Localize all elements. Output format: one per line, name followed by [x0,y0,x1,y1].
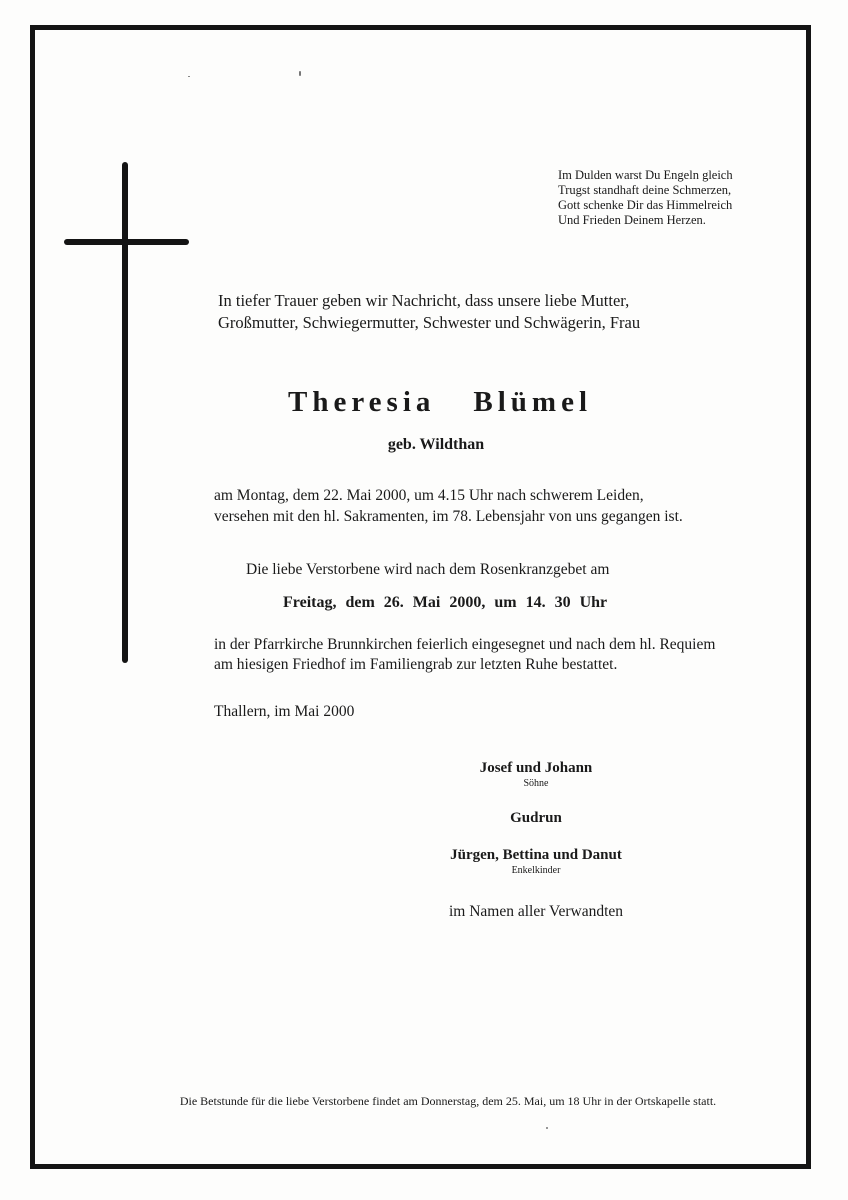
announcement-intro [218,290,640,334]
place-and-date: Thallern, im Mai 2000 [214,703,355,720]
ceremony-date: Freitag, dem 26. Mai 2000, um 14. 30 Uhr [283,594,608,611]
scan-speck [188,76,190,77]
intro-line: Großmutter, Schwiegermutter, Schwester und Schwägerin, Frau [218,313,641,332]
signer-role: Söhne [523,778,549,789]
prayer-service-note: Die Betstunde für die liebe Verstorbene findet am Donnerstag, dem 25. Mai, um 18 Uhr in der Ortskapelle statt. [179,1094,717,1108]
signer-role: Enkelkinder [511,865,561,876]
deceased-last-name: Blümel [473,386,593,418]
location-line: am hiesigen Friedhof im Familiengrab zur letzten Ruhe bestattet. [214,656,618,673]
ceremony-intro: Die liebe Verstorbene wird nach dem Rosenkranzgebet am [246,561,610,578]
scan-speck [299,71,301,76]
deceased-first-name: Theresia [287,386,436,418]
poem-line: Trugst standhaft deine Schmerzen, [558,183,732,197]
birth-name: geb. Wildthan [387,436,485,453]
poem-line: Und Frieden Deinem Herzen. [558,213,706,227]
location-line: in der Pfarrkirche Brunnkirchen feierlich eingesegnet und nach dem hl. Requiem [214,636,716,653]
intro-line: In tiefer Trauer geben wir Nachricht, dass unsere liebe Mutter, [218,291,630,310]
signer-group [436,810,636,827]
signer-group [436,847,636,876]
signer-name: Josef und Johann [479,760,593,776]
signer-name: Gudrun [510,810,562,826]
death-line: am Montag, dem 22. Mai 2000, um 4.15 Uhr nach schwerem Leiden, [214,487,644,504]
signer-group [436,760,636,789]
scan-speck [546,1127,548,1129]
ceremony-location [214,635,715,675]
cross-icon-bar [64,239,189,245]
memorial-poem [558,168,733,228]
poem-line: Im Dulden warst Du Engeln gleich [558,168,733,182]
death-details [214,485,683,527]
poem-line: Gott schenke Dir das Himmelreich [558,198,733,212]
death-line: versehen mit den hl. Sakramenten, im 78. Lebensjahr von uns gegangen ist. [214,508,683,525]
signer-name: Jürgen, Bettina und Danut [450,847,622,863]
signers-closing: im Namen aller Verwandten [448,903,624,920]
deceased-name [0,386,848,419]
